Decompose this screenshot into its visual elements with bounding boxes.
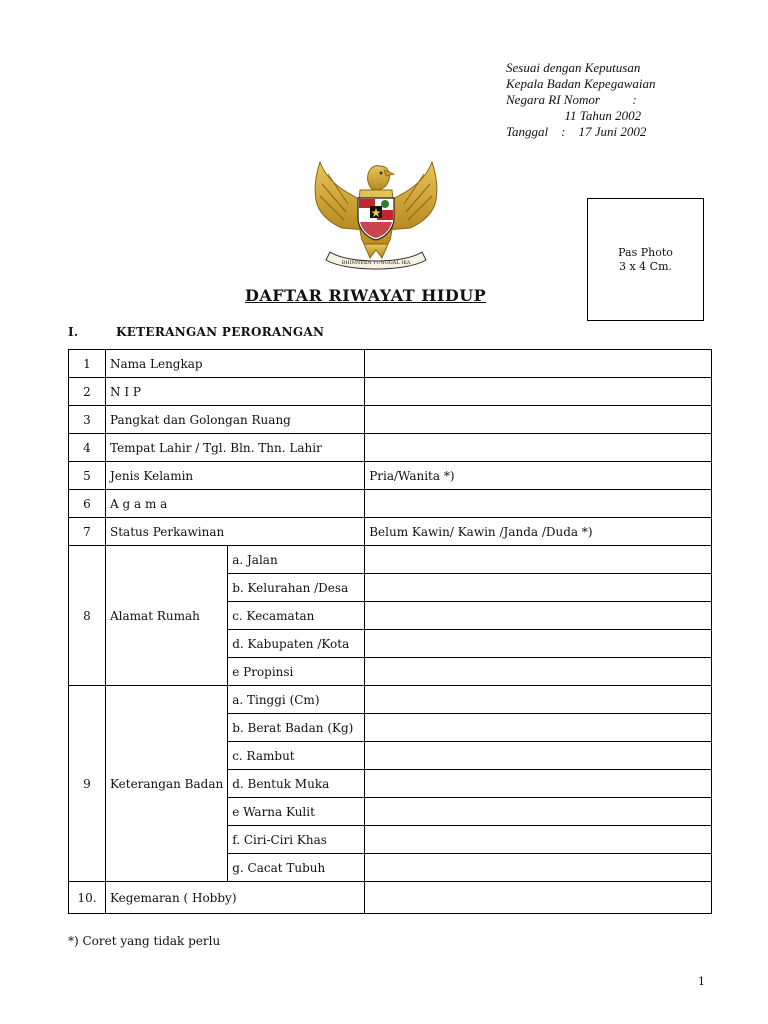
row-number: 7	[69, 518, 106, 546]
garuda-emblem-icon	[308, 154, 444, 276]
decree-reference	[506, 60, 746, 140]
row-number: 4	[69, 434, 106, 462]
row-label: Jenis Kelamin	[106, 462, 365, 490]
row-value-field[interactable]	[365, 686, 712, 714]
sub-label: a. Jalan	[228, 546, 365, 574]
row-value-field[interactable]	[365, 490, 712, 518]
row-label: N I P	[106, 378, 365, 406]
table-row	[69, 350, 712, 378]
row-label: Alamat Rumah	[106, 546, 228, 686]
row-value-field[interactable]	[365, 630, 712, 658]
row-value-field[interactable]: Pria/Wanita *)	[365, 462, 712, 490]
row-number: 10.	[69, 882, 106, 914]
photo-label: Pas Photo	[618, 245, 673, 259]
table-row	[69, 882, 712, 914]
row-number: 5	[69, 462, 106, 490]
row-label: Nama Lengkap	[106, 350, 365, 378]
reference-line: Sesuai dengan Keputusan	[506, 60, 641, 75]
table-row	[69, 490, 712, 518]
reference-line: Kepala Badan Kepegawaian	[506, 76, 656, 91]
sub-label: c. Kecamatan	[228, 602, 365, 630]
row-number: 1	[69, 350, 106, 378]
row-label: A g a m a	[106, 490, 365, 518]
section-header	[68, 325, 324, 339]
sub-label: b. Berat Badan (Kg)	[228, 714, 365, 742]
row-value-field[interactable]	[365, 350, 712, 378]
emblem-motto: BHINNEKA TUNGGAL IKA	[341, 260, 411, 266]
reference-line: 11 Tahun 2002	[506, 108, 642, 123]
row-number: 3	[69, 406, 106, 434]
page-number: 1	[698, 975, 705, 988]
sub-label: c. Rambut	[228, 742, 365, 770]
row-value-field[interactable]	[365, 658, 712, 686]
table-row	[69, 462, 712, 490]
sub-label: b. Kelurahan /Desa	[228, 574, 365, 602]
sub-label: d. Bentuk Muka	[228, 770, 365, 798]
row-value-field[interactable]	[365, 770, 712, 798]
section-label: KETERANGAN PERORANGAN	[116, 325, 325, 339]
sub-label: e Propinsi	[228, 658, 365, 686]
sub-label: a. Tinggi (Cm)	[228, 686, 365, 714]
row-value-field[interactable]: Belum Kawin/ Kawin /Janda /Duda *)	[365, 518, 712, 546]
row-value-field[interactable]	[365, 826, 712, 854]
reference-line: Negara RI Nomor :	[506, 92, 637, 107]
row-value-field[interactable]	[365, 742, 712, 770]
reference-line: Tanggal : 17 Juni 2002	[506, 124, 647, 139]
table-row	[69, 378, 712, 406]
row-number: 8	[69, 546, 106, 686]
garuda-emblem	[308, 154, 444, 276]
sub-label: e Warna Kulit	[228, 798, 365, 826]
row-number: 2	[69, 378, 106, 406]
photo-placeholder	[587, 198, 704, 321]
table-row	[69, 546, 712, 574]
row-value-field[interactable]	[365, 546, 712, 574]
table-row	[69, 686, 712, 714]
row-label: Keterangan Badan	[106, 686, 228, 882]
row-value-field[interactable]	[365, 798, 712, 826]
sub-label: f. Ciri-Ciri Khas	[228, 826, 365, 854]
row-value-field[interactable]	[365, 882, 712, 914]
section-number: I.	[68, 325, 79, 339]
row-number: 6	[69, 490, 106, 518]
sub-label: g. Cacat Tubuh	[228, 854, 365, 882]
row-label: Pangkat dan Golongan Ruang	[106, 406, 365, 434]
row-value-field[interactable]	[365, 714, 712, 742]
table-row	[69, 434, 712, 462]
row-label: Tempat Lahir / Tgl. Bln. Thn. Lahir	[106, 434, 365, 462]
photo-size: 3 x 4 Cm.	[618, 259, 673, 273]
table-row	[69, 406, 712, 434]
row-value-field[interactable]	[365, 378, 712, 406]
row-value-field[interactable]	[365, 434, 712, 462]
row-value-field[interactable]	[365, 574, 712, 602]
row-value-field[interactable]	[365, 854, 712, 882]
row-value-field[interactable]	[365, 602, 712, 630]
table-row	[69, 518, 712, 546]
personal-info-table	[68, 349, 712, 914]
row-label: Kegemaran ( Hobby)	[106, 882, 365, 914]
row-value-field[interactable]	[365, 406, 712, 434]
document-title: DAFTAR RIWAYAT HIDUP	[245, 286, 487, 305]
row-label: Status Perkawinan	[106, 518, 365, 546]
row-number: 9	[69, 686, 106, 882]
footnote: *) Coret yang tidak perlu	[68, 934, 221, 948]
sub-label: d. Kabupaten /Kota	[228, 630, 365, 658]
